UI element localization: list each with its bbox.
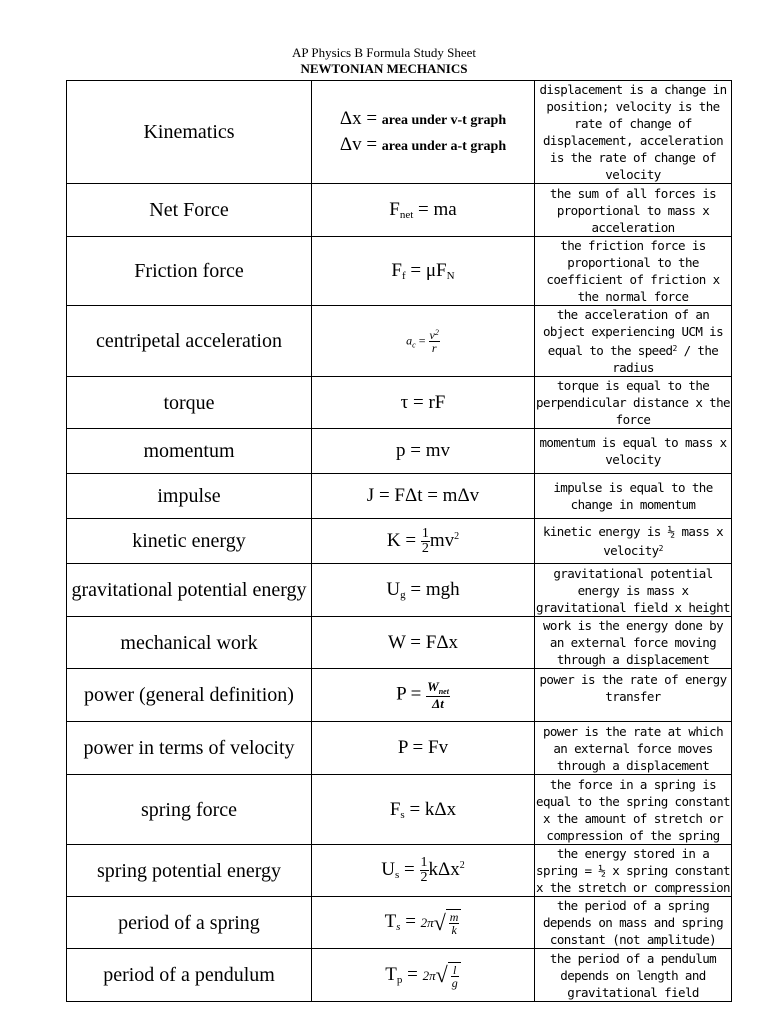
table-row <box>67 306 732 377</box>
table-row <box>67 184 732 237</box>
section-title: NEWTONIAN MECHANICS <box>300 61 468 76</box>
formula-cell: J = FΔt = mΔv <box>312 474 535 519</box>
table-row <box>67 474 732 519</box>
formula-cell: Δx = area under v-t graph Δv = area under a-t graph <box>312 81 535 184</box>
formula-name: momentum <box>67 429 312 474</box>
formula-name: impulse <box>67 474 312 519</box>
formula-name: mechanical work <box>67 617 312 669</box>
formula-description: gravitational potential energy is mass x gravitational field x height <box>536 565 730 615</box>
formula-cell: $F_s = k\Delta x$ <box>312 775 535 845</box>
formula-description: impulse is equal to the change in momentum <box>535 474 732 519</box>
formula-name: Friction force <box>67 237 312 306</box>
formula-name: centripetal acceleration <box>67 306 312 377</box>
table-row <box>67 519 732 564</box>
formula-cell: $T_s = 2\pi√$ $\frac{m}{k}$ <box>312 897 535 949</box>
formula-name: period of a pendulum <box>67 949 312 1002</box>
formula-name: Kinematics <box>67 81 312 184</box>
formula-cell: $U_s$ = $\frac{1}{2}$ kΔx$^2$ <box>312 845 535 897</box>
table-row <box>67 669 732 722</box>
formula-description: torque is equal to the perpendicular distance x the force <box>536 378 730 427</box>
formula-cell: K = $\frac{1}{2}$ $mv^2$ <box>312 519 535 564</box>
formula-description: the period of a spring depends on mass and spring constant (not amplitude) <box>535 897 732 949</box>
formula-description: the acceleration of an object experiencing UCM is equal to the speed$^2$ / the radius <box>535 306 732 377</box>
table-row <box>67 949 732 1002</box>
table-row <box>67 897 732 949</box>
sqrt-symbol: √ <box>433 909 446 935</box>
formula-table <box>66 80 732 1002</box>
table-row <box>67 429 732 474</box>
formula-cell: $F_{net}$ = ma <box>312 184 535 237</box>
formula-name: spring force <box>67 775 312 845</box>
table-row <box>67 775 732 845</box>
formula-description: the force in a spring is equal to the spring constant x the amount of stretch or compression of the spring <box>536 776 730 843</box>
formula-cell: τ = rF <box>312 377 535 429</box>
formula-description: the energy stored in a spring = ½ x spring constant x the stretch or compression <box>536 846 730 895</box>
formula-name: Net Force <box>67 184 312 237</box>
formula-name: spring potential energy <box>67 845 312 897</box>
formula-description: work is the energy done by an external force moving through a displacement <box>535 617 732 669</box>
formula-cell: $T_p = 2\pi√$ $\frac{l}{g}$ <box>312 949 535 1002</box>
formula-description: power is the rate of energy transfer <box>535 669 732 722</box>
formula-description: the sum of all forces is proportional to mass x acceleration <box>535 184 732 237</box>
sqrt-symbol: √ <box>435 962 448 987</box>
table-row <box>67 564 732 617</box>
formula-description: momentum is equal to mass x velocity <box>535 429 732 474</box>
formula-name: torque <box>67 377 312 429</box>
formula-description: kinetic energy is ½ mass x velocity$^2$ <box>535 519 732 564</box>
formula-cell: $a_c$ = $\frac{v^2}{r}$ <box>312 306 535 377</box>
table-row <box>67 81 732 184</box>
table-row <box>67 845 732 897</box>
table-row <box>67 617 732 669</box>
formula-cell: $U_g$ = mgh <box>312 564 535 617</box>
formula-description: the period of a pendulum depends on length and gravitational field <box>535 949 732 1002</box>
formula-description: power is the rate at which an external force moves through a displacement <box>535 722 732 775</box>
formula-description: the friction force is proportional to the coefficient of friction x the normal force <box>535 237 732 306</box>
table-row <box>67 377 732 429</box>
formula-name: power (general definition) <box>67 669 312 722</box>
sheet-title: AP Physics B Formula Study Sheet <box>291 45 477 60</box>
table-row <box>67 722 732 775</box>
table-row <box>67 237 732 306</box>
formula-name: period of a spring <box>67 897 312 949</box>
formula-name: kinetic energy <box>67 519 312 564</box>
formula-cell: W = FΔx <box>312 617 535 669</box>
formula-description: displacement is a change in position; velocity is the rate of change of displacement, acceleration is the rate of change of velocity <box>535 81 732 184</box>
formula-cell: P = $\frac{W_{net}}{\Delta t}$ <box>312 669 535 722</box>
formula-name: power in terms of velocity <box>67 722 312 775</box>
formula-cell: p = mv <box>312 429 535 474</box>
header <box>0 45 768 76</box>
formula-cell: $F_f = \mu F_N$ <box>312 237 535 306</box>
formula-name: gravitational potential energy <box>67 564 312 617</box>
formula-cell: P = Fv <box>312 722 535 775</box>
